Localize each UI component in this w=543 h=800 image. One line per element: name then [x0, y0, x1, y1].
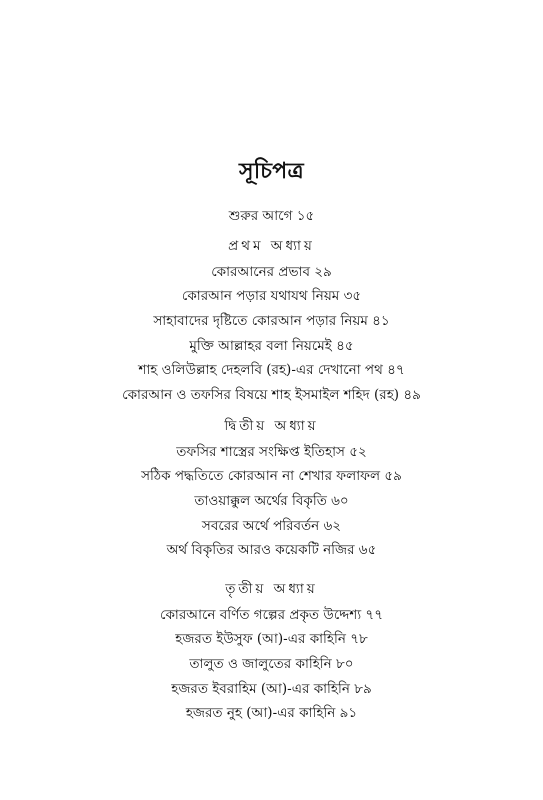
chapter-1-section: [0, 240, 543, 411]
toc-entry: কোরআনের প্রভাব ২৯: [211, 263, 332, 280]
toc-entry: হজরত নুহ (আ)-এর কাহিনি ৯১: [185, 705, 358, 722]
toc-entry-prelude: শুরুর আগে ১৫: [228, 208, 315, 224]
toc-entry: হজরত ইবরাহিম (আ)-এর কাহিনি ৮৯: [171, 680, 372, 697]
chapter-3-heading: তৃতীয় অধ্যায়: [225, 581, 318, 597]
chapter-3-section: [0, 583, 543, 729]
chapter-2-section: [0, 420, 543, 566]
page-title: সূচিপত্র: [239, 158, 304, 184]
chapter-1-heading: প্রথম অধ্যায়: [228, 238, 315, 254]
toc-entry: হজরত ইউসুফ (আ)-এর কাহিনি ৭৮: [175, 631, 368, 648]
toc-entry: তাওয়াক্কুল অর্থের বিকৃতি ৬০: [194, 492, 349, 509]
chapter-2-heading: দ্বিতীয় অধ্যায়: [224, 418, 319, 434]
toc-entry: মুক্তি আল্লাহর বলা নিয়মেই ৪৫: [189, 337, 354, 354]
toc-entry: তালুত ও জালুতের কাহিনি ৮০: [189, 655, 354, 672]
toc-entry: কোরআন পড়ার যথাযথ নিয়ম ৩৫: [181, 288, 362, 305]
toc-entry: সবরের অর্থে পরিবর্তন ৬২: [201, 517, 342, 534]
toc-entry: অর্থ বিকৃতির আরও কয়েকটি নজির ৬৫: [166, 542, 377, 559]
toc-entry: কোরআনে বর্ণিত গল্পের প্রকৃত উদ্দেশ্য ৭৭: [160, 606, 383, 623]
toc-entry: কোরআন ও তফসির বিষয়ে শাহ ইসমাইল শহিদ (রহ) ৪৯: [122, 386, 421, 403]
toc-entry: সাহাবাদের দৃষ্টিতে কোরআন পড়ার নিয়ম ৪১: [153, 312, 390, 329]
toc-entry: শাহ ওলিউল্লাহ দেহলবি (রহ)-এর দেখানো পথ ৪৭: [138, 362, 405, 379]
toc-entry: সঠিক পদ্ধতিতে কোরআন না শেখার ফলাফল ৫৯: [141, 468, 402, 485]
toc-entry: তফসির শাস্ত্রের সংক্ষিপ্ত ইতিহাস ৫২: [176, 443, 367, 460]
